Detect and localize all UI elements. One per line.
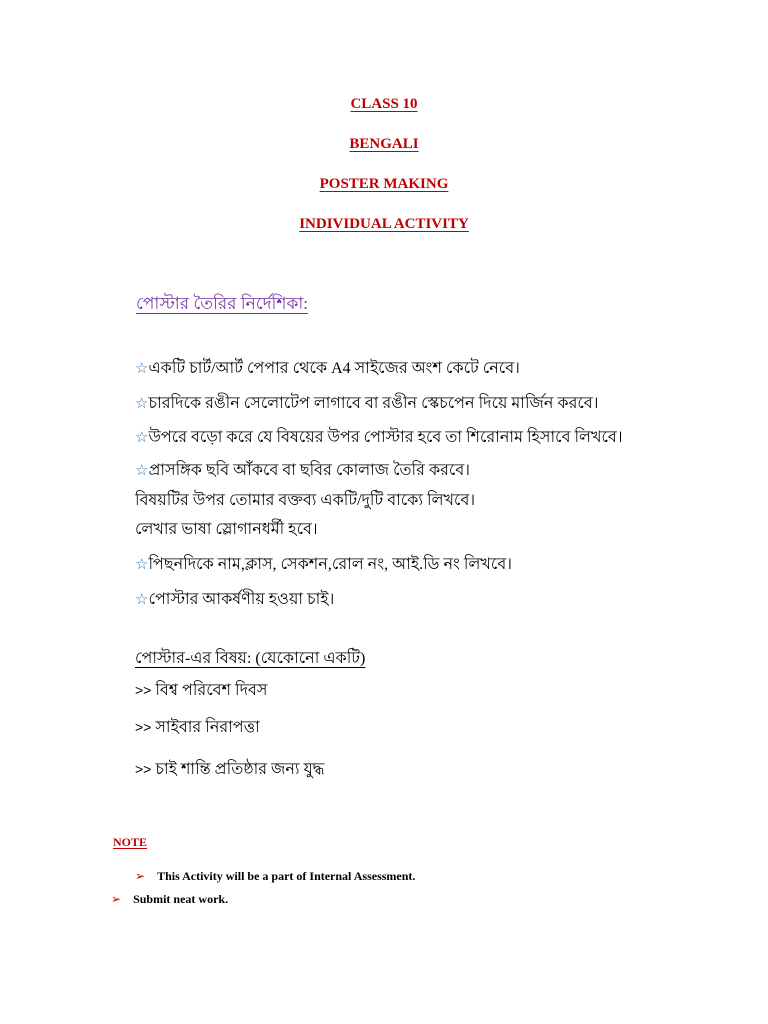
heading-task: POSTER MAKING xyxy=(319,176,449,192)
guideline-item xyxy=(135,586,334,613)
star-icon: ☆ xyxy=(135,592,149,608)
star-icon: ☆ xyxy=(135,430,149,446)
topic-item xyxy=(135,714,260,741)
guideline-text: পিছনদিকে নাম,ক্লাস, সেকশন,রোল নং, আই.ডি নং লিখবে। xyxy=(148,556,512,573)
topic-text: বিশ্ব পরিবেশ দিবস xyxy=(155,682,268,699)
guideline-item xyxy=(135,516,318,543)
double-arrow-icon: >> xyxy=(135,682,152,698)
note-item xyxy=(135,869,415,884)
double-arrow-icon: >> xyxy=(135,761,152,777)
star-icon: ☆ xyxy=(135,361,149,377)
star-icon: ☆ xyxy=(135,463,149,479)
topics-title: পোস্টার-এর বিষয়: (যেকোনো একটি) xyxy=(135,650,366,667)
star-icon: ☆ xyxy=(135,557,149,573)
guideline-text: উপরে বড়ো করে যে বিষয়ের উপর পোস্টার হবে তা শিরোনাম হিসাবে লিখবে। xyxy=(148,429,623,446)
topic-text: চাই শান্তি প্রতিষ্ঠার জন্য যুদ্ধ xyxy=(155,761,325,778)
note-label: NOTE xyxy=(113,835,148,849)
guideline-text: লেখার ভাষা স্লোগানধর্মী হবে। xyxy=(135,521,318,538)
topic-item xyxy=(135,756,325,783)
guideline-item xyxy=(135,390,598,417)
guideline-text: প্রাসঙ্গিক ছবি আঁকবে বা ছবির কোলাজ তৈরি করবে। xyxy=(148,462,470,479)
guideline-item xyxy=(135,487,475,514)
guideline-item xyxy=(135,551,512,578)
double-arrow-icon: >> xyxy=(135,719,152,735)
guideline-text: চারদিকে রঙীন সেলোটেপ লাগাবে বা রঙীন স্কেচপেন দিয়ে মার্জিন করবে। xyxy=(148,395,599,412)
guideline-item xyxy=(135,424,623,451)
guideline-item xyxy=(135,457,470,484)
guideline-text: একটি চার্ট/আর্ট পেপার থেকে A4 সাইজের অংশ কেটে নেবে। xyxy=(148,360,520,377)
note-item xyxy=(111,892,228,907)
arrowhead-bullet-icon: ➢ xyxy=(111,892,122,906)
star-icon: ☆ xyxy=(135,396,149,412)
arrowhead-bullet-icon: ➢ xyxy=(135,869,146,883)
note-text: Submit neat work. xyxy=(133,892,229,906)
guideline-text: পোস্টার আকর্ষণীয় হওয়া চাই। xyxy=(148,591,335,608)
heading-subject: BENGALI xyxy=(349,136,419,152)
guideline-text: বিষয়টির উপর তোমার বক্তব্য একটি/দুটি বাক্যে লিখবে। xyxy=(135,492,476,509)
note-text: This Activity will be a part of Internal Assessment. xyxy=(157,869,416,883)
guideline-item xyxy=(135,355,520,382)
heading-activity-type: INDIVIDUAL ACTIVITY xyxy=(299,216,469,232)
heading-class: CLASS 10 xyxy=(350,96,418,112)
guidelines-title: পোস্টার তৈরির নির্দেশিকা: xyxy=(136,294,309,313)
topic-text: সাইবার নিরাপত্তা xyxy=(155,719,260,736)
topic-item xyxy=(135,677,267,704)
